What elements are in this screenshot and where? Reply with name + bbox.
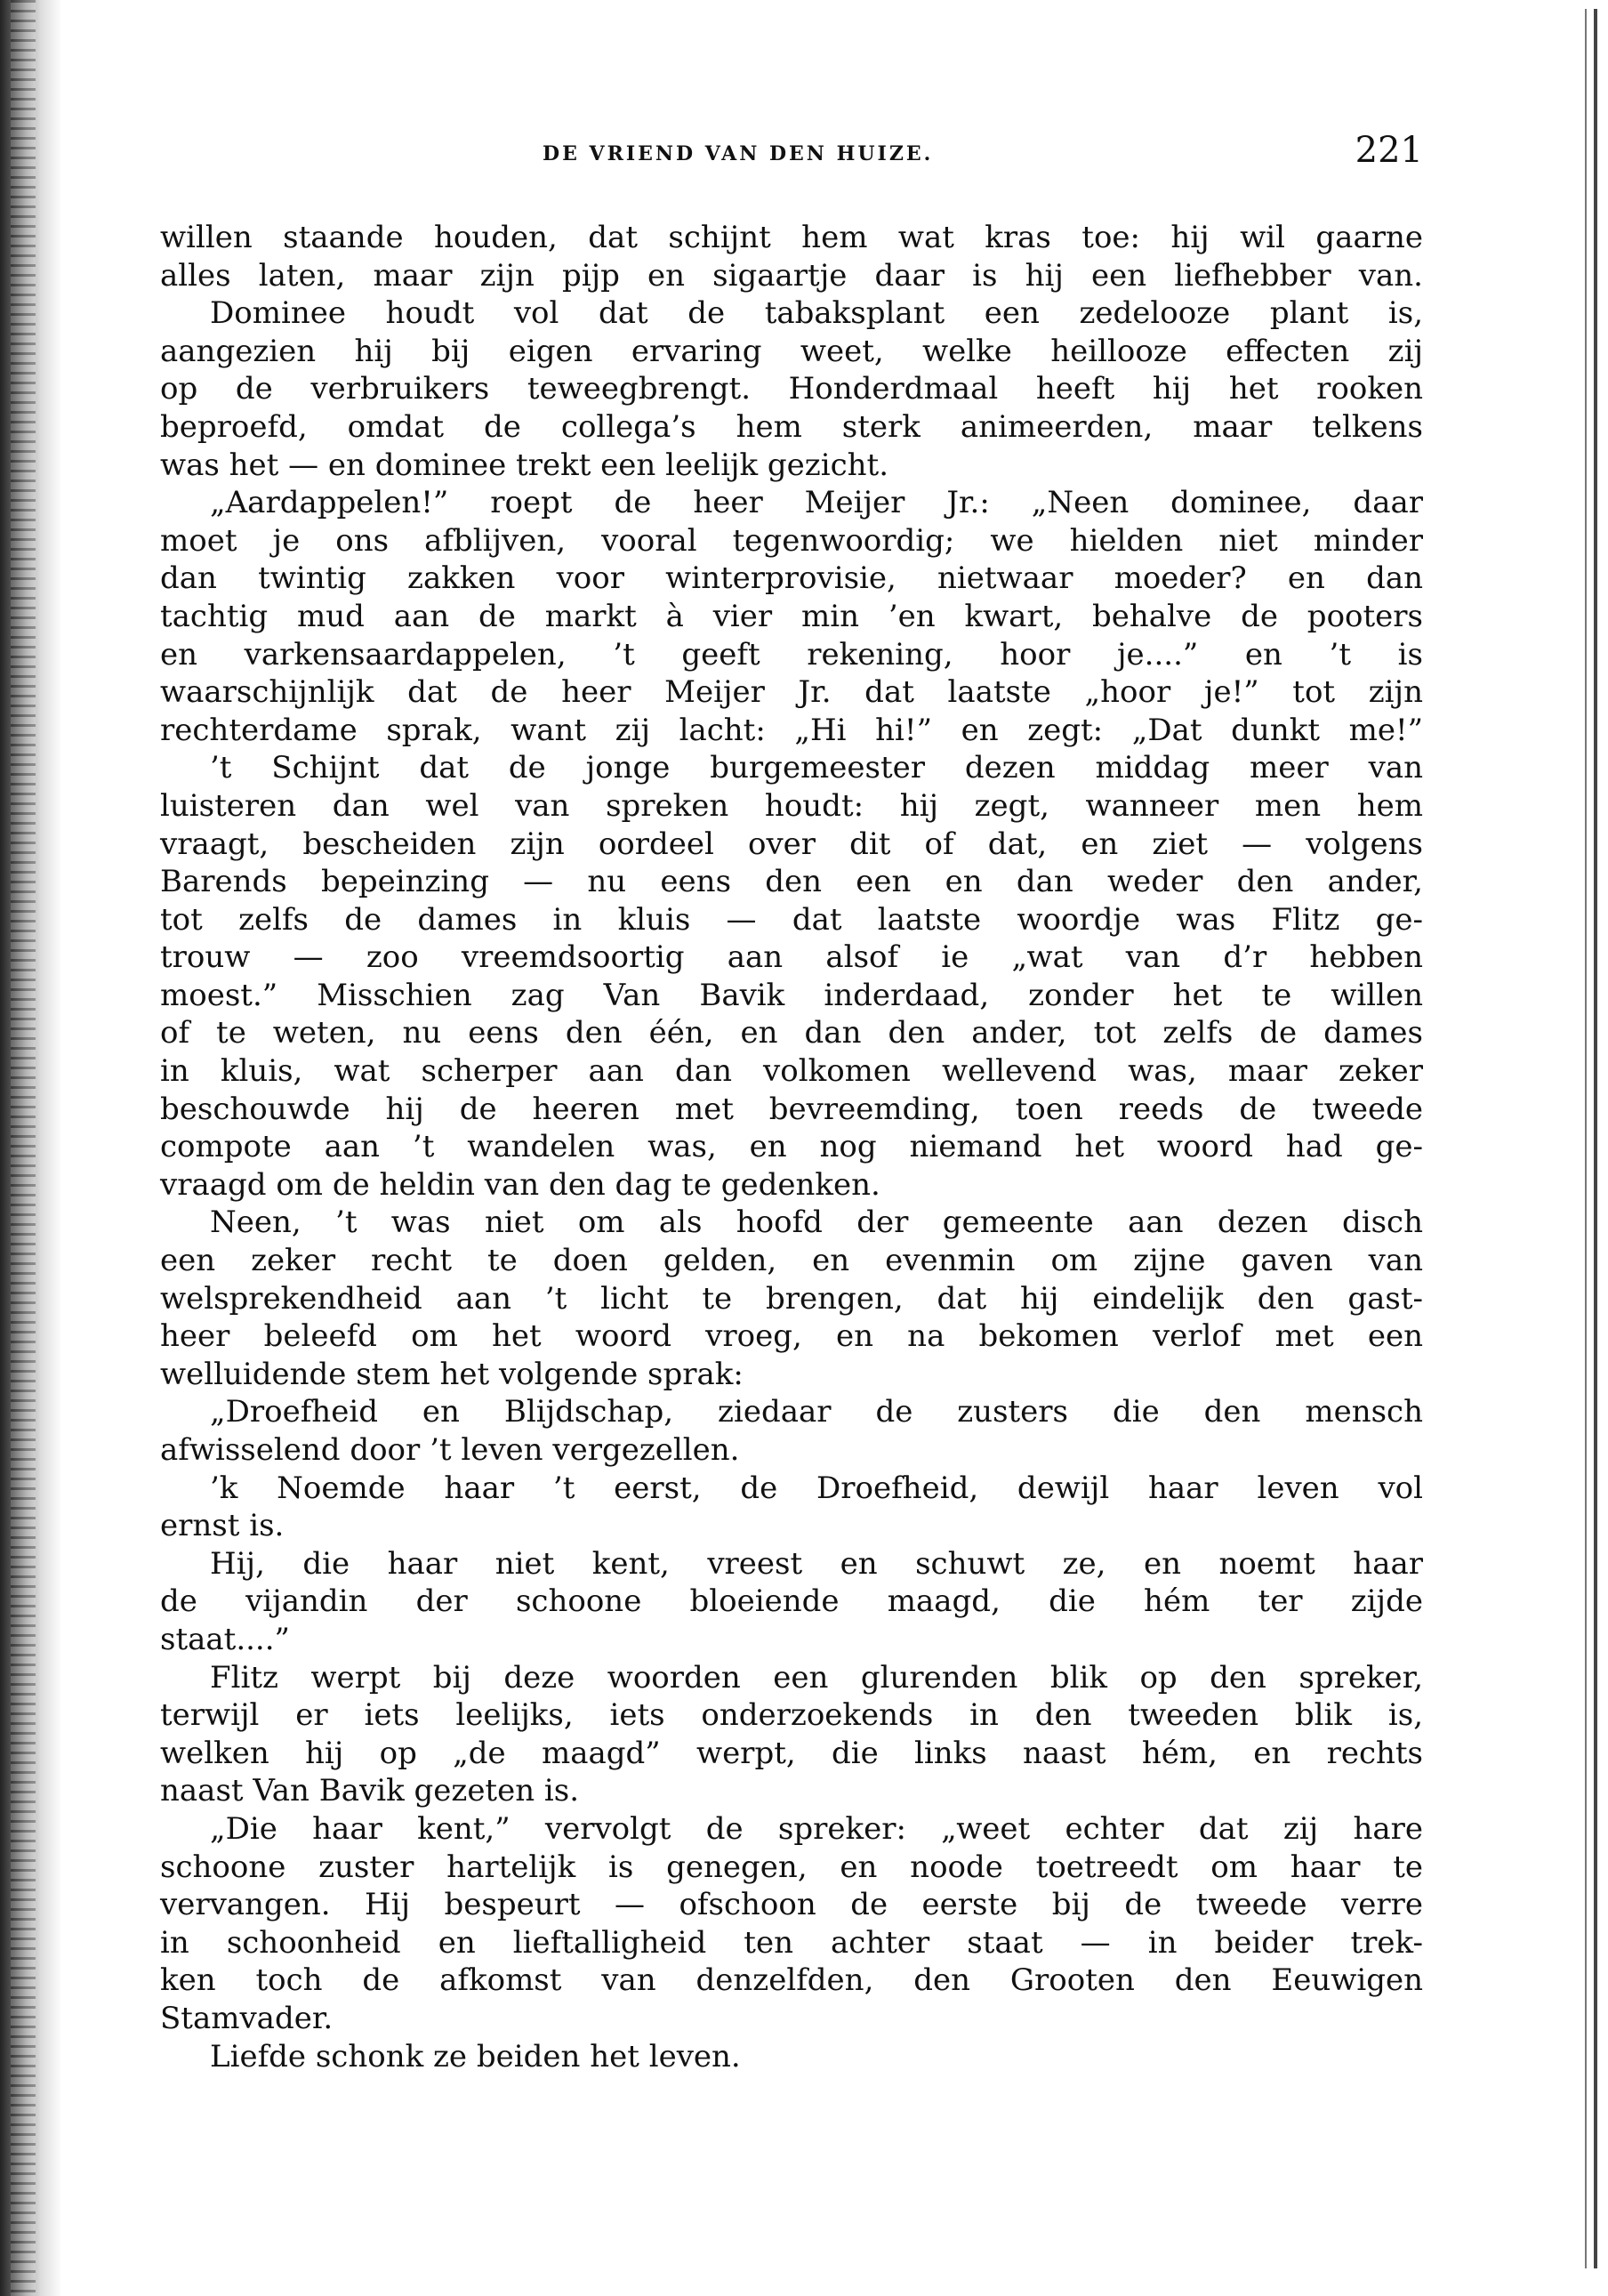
text-line: ’k Noemde haar ’t eerst, de Droefheid, dewijl haar leven vol <box>210 1470 1423 1506</box>
text-line: luisteren dan wel van spreken houdt: hij zegt, wanneer men hem <box>160 787 1423 824</box>
text-line: Neen, ’t was niet om als hoofd der gemeente aan dezen disch <box>210 1204 1423 1241</box>
text-line: beproefd, omdat de collega’s hem sterk animeerden, maar telkens <box>160 408 1423 445</box>
text-line: naast Van Bavik gezeten is. <box>160 1773 580 1809</box>
text-line: in kluis, wat scherper aan dan volkomen wellevend was, maar zeker <box>160 1053 1423 1090</box>
page-edge-line-inner <box>1585 9 1587 2268</box>
text-line: tot zelfs de dames in kluis — dat laatste woordje was Flitz ge- <box>160 901 1423 938</box>
page-header <box>160 107 1423 196</box>
text-line: willen staande houden, dat schijnt hem wat kras toe: hij wil gaarne <box>160 220 1423 255</box>
text-line: waarschijnlijk dat de heer Meijer Jr. dat laatste „hoor je!” tot zijn <box>160 674 1423 711</box>
text-line: vraagd om de heldin van den dag te gedenken. <box>160 1166 880 1203</box>
text-line: Hij, die haar niet kent, vreest en schuwt ze, en noemt haar <box>210 1545 1423 1582</box>
text-line: staat....” <box>160 1621 290 1657</box>
text-line: afwisselend door ’t leven vergezellen. <box>160 1432 740 1468</box>
text-line: ’t Schijnt dat de jonge burgemeester dezen middag meer van <box>210 750 1423 786</box>
text-line: op de verbruikers teweegbrengt. Honderdmaal heeft hij het rooken <box>160 371 1423 407</box>
text-line: Dominee houdt vol dat de tabaksplant een zedelooze plant is, <box>210 295 1423 332</box>
text-line: trouw — zoo vreemdsoortig aan alsof ie „wat van d’r hebben <box>160 939 1423 976</box>
text-line: moet je ons afblijven, vooral tegenwoordig; we hielden niet minder <box>160 522 1423 559</box>
text-line: aangezien hij bij eigen ervaring weet, welke heillooze effecten zij <box>160 333 1423 369</box>
text-line: was het — en dominee trekt een leelijk gezicht. <box>160 447 889 483</box>
text-line: „Aardappelen!” roept de heer Meijer Jr.: „Neen dominee, daar <box>210 485 1423 521</box>
body-text <box>160 219 1423 2075</box>
text-line: tachtig mud aan de markt à vier min ’en kwart, behalve de pooters <box>160 598 1423 634</box>
text-line: schoone zuster hartelijk is genegen, en noode toetreedt om haar te <box>160 1849 1423 1885</box>
text-line: „Die haar kent,” vervolgt de spreker: „weet echter dat zij hare <box>210 1810 1423 1847</box>
page-edge-line <box>1594 9 1597 2268</box>
text-line: moest.” Misschien zag Van Bavik inderdaad, zonder het te willen <box>160 977 1423 1013</box>
text-line: „Droefheid en Blijdschap, ziedaar de zusters die den mensch <box>210 1394 1423 1430</box>
text-line: heer beleefd om het woord vroeg, en na bekomen verlof met een <box>160 1318 1423 1355</box>
text-line: alles laten, maar zijn pijp en sigaartje daar is hij een liefhebber van. <box>160 257 1423 294</box>
text-line: welsprekendheid aan ’t licht te brengen, dat hij eindelijk den gast- <box>160 1280 1423 1317</box>
scanned-book-gutter <box>0 0 62 2296</box>
text-line: Flitz werpt bij deze woorden een glurenden blik op den spreker, <box>210 1659 1423 1696</box>
text-line: ernst is. <box>160 1508 285 1544</box>
running-title: DE VRIEND VAN DEN HUIZE. <box>543 142 934 165</box>
text-line: de vijandin der schoone bloeiende maagd, die hém ter zijde <box>160 1583 1423 1620</box>
text-line: een zeker recht te doen gelden, en evenmin om zijne gaven van <box>160 1243 1423 1279</box>
text-line: dan twintig zakken voor winterprovisie, nietwaar moeder? en dan <box>160 560 1423 597</box>
text-line: of te weten, nu eens den één, en dan den ander, tot zelfs de dames <box>160 1015 1423 1051</box>
text-line: beschouwde hij de heeren met bevreemding, toen reeds de tweede <box>160 1091 1423 1127</box>
text-line: welluidende stem het volgende sprak: <box>160 1356 744 1392</box>
text-line: compote aan ’t wandelen was, en nog niemand het woord had ge- <box>160 1129 1423 1165</box>
text-line: Barends bepeinzing — nu eens den een en dan weder den ander, <box>160 864 1423 900</box>
page-number: 221 <box>1355 130 1423 171</box>
book-page <box>160 107 1423 2075</box>
text-line: terwijl er iets leelijks, iets onderzoekends in den tweeden blik is, <box>160 1697 1423 1734</box>
text-line: en varkensaardappelen, ’t geeft rekening, hoor je....” en ’t is <box>160 636 1423 673</box>
text-line: Liefde schonk ze beiden het leven. <box>210 2038 741 2074</box>
text-line: rechterdame sprak, want zij lacht: „Hi hi!” en zegt: „Dat dunkt me!” <box>160 712 1423 748</box>
text-line: in schoonheid en lieftalligheid ten achter staat — in beider trek- <box>160 1924 1423 1961</box>
text-line: Stamvader. <box>160 2000 334 2036</box>
text-line: ken toch de afkomst van denzelfden, den Grooten den Eeuwigen <box>160 1962 1423 1999</box>
text-line: vraagt, bescheiden zijn oordeel over dit of dat, en ziet — volgens <box>160 826 1423 862</box>
text-line: vervangen. Hij bespeurt — ofschoon de eerste bij de tweede verre <box>160 1887 1423 1923</box>
text-line: welken hij op „de maagd” werpt, die links naast hém, en rechts <box>160 1735 1423 1771</box>
